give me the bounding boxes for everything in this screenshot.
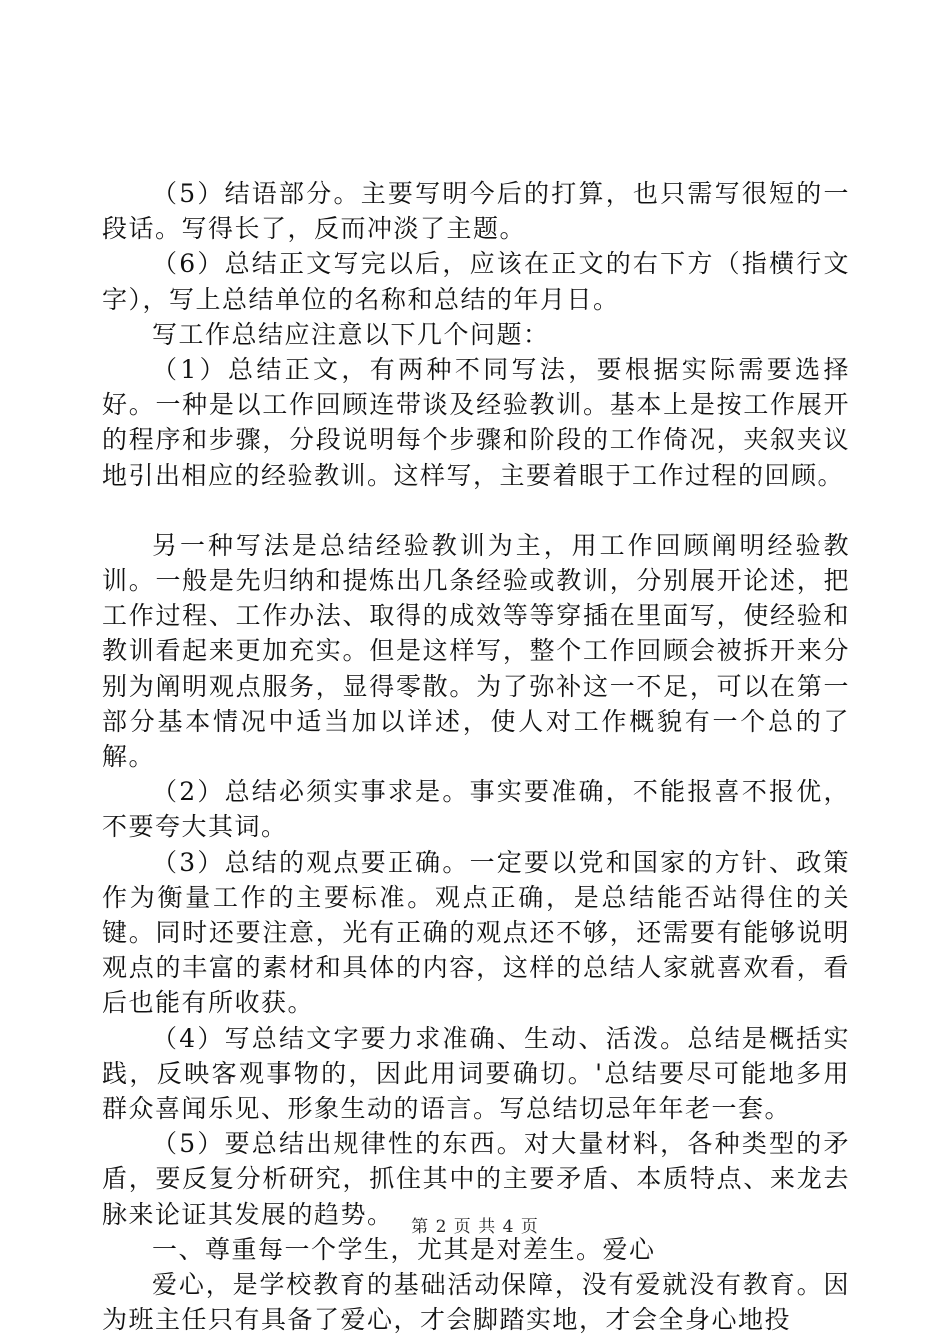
paragraph-alt-method: 另一种写法是总结经验教训为主，用工作回顾阐明经验教训。一般是先归纳和提炼出几条经验或教训，分别展开论述，把工作过程、工作办法、取得的成效等等穿插在里面写，使经验和教训看起来更加充实。但是这样写，整个工作回顾会被拆开来分别为阐明观点服务，显得零散。为了弥补这一不足，可以在第一部分基本情况中适当加以详述，使人对工作概貌有一个总的了解。 (102, 530, 850, 772)
paragraph-signature: （6）总结正文写完以后，应该在正文的右下方（指横行文字），写上总结单位的名称和总结的年月日。 (102, 249, 850, 314)
paragraph-point-5: （5）要总结出规律性的东西。对大量材料，各种类型的矛盾，要反复分析研究，抓住其中的主要矛盾、本质特点、来龙去脉来论证其发展的趋势。 (102, 1129, 850, 1229)
paragraph-point-3: （3）总结的观点要正确。一定要以党和国家的方针、政策作为衡量工作的主要标准。观点正确，是总结能否站得住的关键。同时还要注意，光有正确的观点还不够，还需要有能够说明观点的丰富的素材和具体的内容，这样的总结人家就喜欢看，看后也能有所收获。 (102, 847, 850, 1018)
paragraph-point-1: （1）总结正文，有两种不同写法，要根据实际需要选择好。一种是以工作回顾连带谈及经验教训。基本上是按工作展开的程序和步骤，分段说明每个步骤和阶段的工作倚况，夹叙夹议地引出相应的经验教训。这样写，主要着眼于工作过程的回顾。 (102, 355, 850, 490)
body-text (102, 176, 850, 1338)
paragraph-point-4: （4）写总结文字要力求准确、生动、活泼。总结是概括实践，反映客观事物的，因此用词要确切。'总结要尽可能地多用群众喜闻乐见、形象生动的语言。写总结切忌年年老一套。 (102, 1023, 850, 1124)
paragraph-gap (102, 493, 850, 528)
page-footer: 第 2 页 共 4 页 (411, 1217, 539, 1237)
section-heading-respect: 一、尊重每一个学生，尤其是对差生。爱心 (152, 1234, 656, 1264)
paragraph-notes-heading: 写工作总结应注意以下几个问题： (152, 319, 550, 349)
paragraph-conclusion: （5）结语部分。主要写明今后的打算，也只需写很短的一段话。写得长了，反而冲淡了主题。 (102, 179, 850, 244)
paragraph-love: 爱心，是学校教育的基础活动保障，没有爱就没有教育。因为班主任只有具备了爱心，才会脚踏实地，才会全身心地投 (102, 1270, 850, 1335)
paragraph-point-2: （2）总结必须实事求是。事实要准确，不能报喜不报优，不要夸大其词。 (102, 777, 850, 842)
